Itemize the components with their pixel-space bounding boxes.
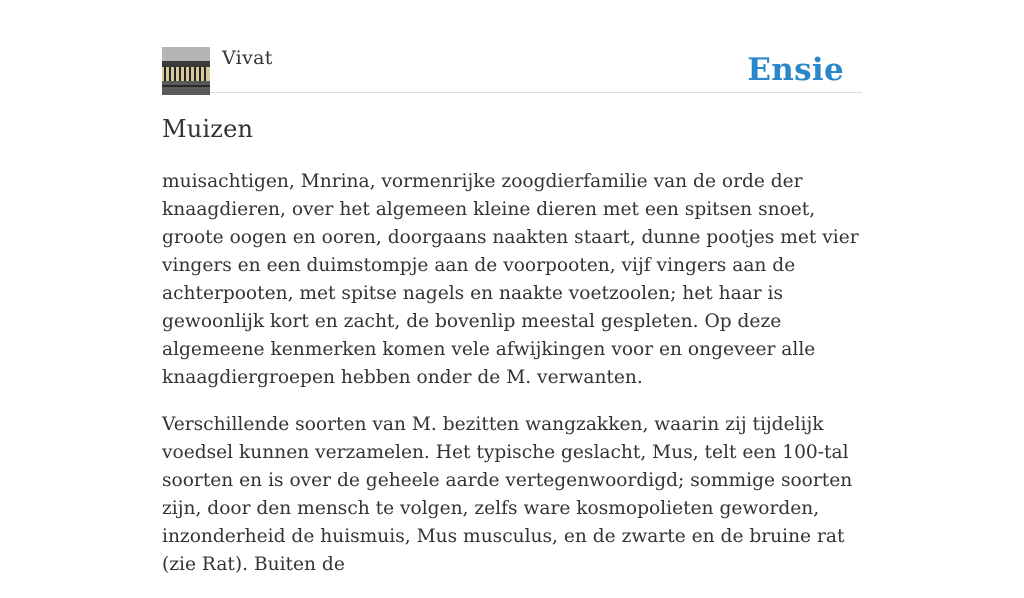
author-name[interactable]: Vivat <box>222 47 273 69</box>
page-header <box>162 46 862 93</box>
author-avatar[interactable] <box>162 47 210 95</box>
article-paragraph: muisachtigen, Mnrina, vormenrijke zoogdierfamilie van de orde der knaagdieren, over het algemeen kleine dieren met een spitsen snoet, groote oogen en ooren, doorgaans naakten staart, dunne pootjes met vier vingers en een duimstompje aan de voorpooten, vijf vingers aan de achterpooten, met spitse nagels en naakte voetzoolen; het haar is gewoonlijk kort en zacht, de bovenlip meestal gespleten. Op deze algemeene kenmerken komen vele afwijkingen voor en ongeveer alle knaagdiergroepen hebben onder de M. verwanten. <box>162 171 859 388</box>
typewriter-keys-icon <box>162 47 210 95</box>
article-body <box>162 168 867 598</box>
brand-logo[interactable]: Ensie <box>747 52 844 88</box>
article-title: Muizen <box>162 115 254 143</box>
article-paragraph: Verschillende soorten van M. bezitten wangzakken, waarin zij tijdelijk voedsel kunnen verzamelen. Het typische geslacht, Mus, telt een 100-tal soorten en is over de geheele aarde vertegenwoordigd; sommige soorten zijn, door den mensch te volgen, zelfs ware kosmopolieten geworden, inzonderheid de huismuis, Mus musculus, en de zwarte en de bruine rat (zie Rat). Buiten de <box>162 414 853 575</box>
